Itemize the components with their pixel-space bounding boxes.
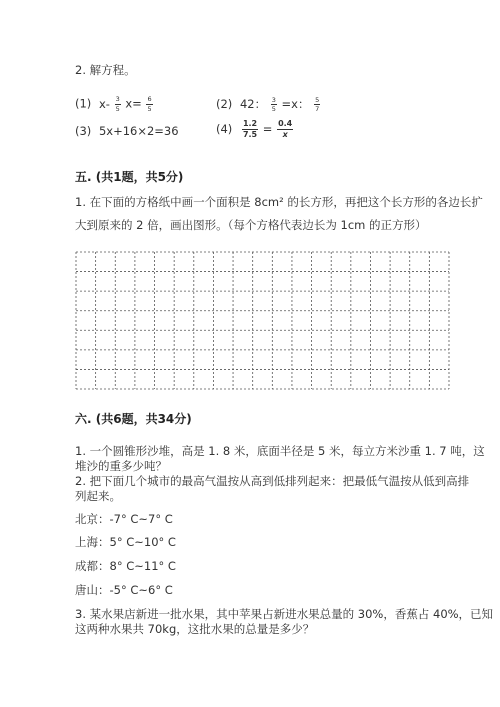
fraction	[146, 96, 152, 112]
equation-text: x=	[125, 96, 142, 111]
fraction-denominator: 5	[271, 105, 276, 113]
question-text: 1. 一个圆锥形沙堆，高是 1. 8 米，底面半径是 5 米，每立方米沙重 1. 7 吨，这	[75, 444, 485, 458]
city-temperature: 上海：5° C~10° C	[75, 535, 176, 549]
fraction-denominator: 5	[147, 104, 152, 113]
fraction	[314, 97, 320, 113]
equation-number: (3)	[75, 124, 92, 138]
equation-3	[75, 124, 179, 138]
fraction-numerator: 3	[271, 95, 276, 104]
equation-text: =	[262, 122, 273, 136]
fraction-numerator: 6	[147, 95, 152, 103]
fraction-numerator: 3	[115, 95, 120, 103]
fraction-denominator: 5	[115, 104, 120, 113]
grid-lines	[75, 251, 450, 390]
question-text: 大到原来的 2 倍，画出图形。（每个方格代表边长为 1cm 的正方形）	[75, 218, 427, 232]
square-grid-paper[interactable]	[75, 251, 450, 390]
question-text: 3. 某水果店新进一批水果，其中苹果占新进水果总量的 30%，香蕉占 40%，已知	[75, 607, 494, 621]
fraction-denominator: 7.5	[242, 130, 258, 139]
equation-1	[75, 96, 154, 112]
equation-4	[216, 120, 294, 139]
equation-text: =x：	[281, 97, 310, 111]
section-title: 五. (共1题，共5分)	[75, 170, 184, 184]
section-title: 六. (共6题，共34分)	[75, 412, 192, 426]
city-temperature: 成都：8° C~11° C	[75, 559, 176, 573]
city-temperature: 北京：-7° C~7° C	[75, 512, 173, 526]
fraction-denominator: 7	[315, 105, 320, 113]
equation-number: (1)	[75, 96, 92, 111]
fraction-numerator: 5	[315, 95, 320, 104]
fraction-numerator: 0.4	[278, 119, 293, 128]
equation-number: (4)	[216, 122, 233, 136]
equation-text: 42：	[239, 97, 267, 111]
fraction	[277, 120, 293, 139]
city-temperature: 唐山：-5° C~6° C	[75, 583, 173, 597]
fraction	[115, 96, 121, 112]
fraction-denominator: x	[282, 130, 288, 139]
equation-number: (2)	[216, 97, 233, 111]
question-text: 2. 把下面几个城市的最高气温按从高到低排列起来：把最低气温按从低到高排	[75, 474, 470, 488]
equation-text: x-	[98, 96, 110, 111]
question-text: 这两种水果共 70kg，这批水果的总量是多少？	[75, 622, 315, 636]
question-text: 堆沙的重多少吨？	[75, 459, 167, 473]
question-text: 1. 在下面的方格纸中画一个面积是 8cm² 的长方形，再把这个长方形的各边长扩	[75, 195, 483, 209]
fraction-numerator: 1.2	[242, 119, 258, 128]
fraction	[271, 97, 277, 113]
equation-2	[216, 96, 321, 113]
equation-text: 5x+16×2=36	[98, 124, 179, 138]
question-text: 列起来。	[75, 489, 121, 503]
fraction	[242, 120, 258, 139]
question-heading: 2. 解方程。	[75, 63, 136, 77]
